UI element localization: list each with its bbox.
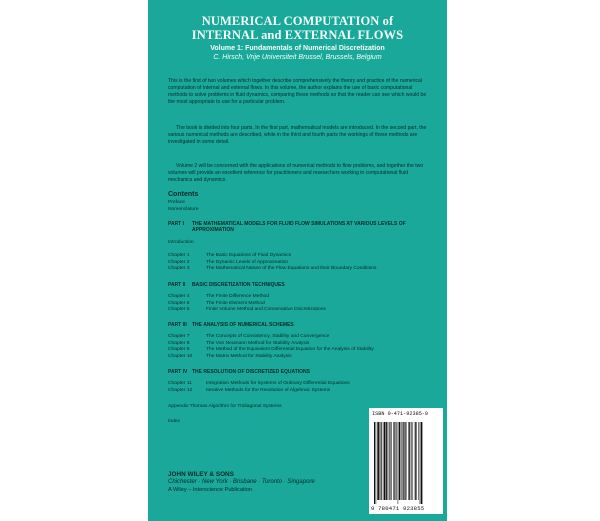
barcode-bar [374, 422, 375, 504]
barcode-bar [377, 422, 379, 500]
chapter-entry: Chapter 8 The Von Neumann Method for Stability Analysis [168, 340, 310, 346]
barcode-bar [413, 422, 414, 500]
part-4-number: PART IV [168, 369, 188, 375]
barcode-bar [391, 422, 392, 500]
book-title-line-1: NUMERICAL COMPUTATION of [201, 14, 394, 28]
barcode-bar [399, 422, 401, 500]
part-3-title: THE ANALYSIS OF NUMERICAL SCHEMES [192, 322, 294, 328]
barcode-bar [380, 422, 381, 500]
description-paragraph-1: This is the first of two volumes which together describe comprehensively the theory and practice of the numerical computation of internal and external flows. In this volume, the author explains the use of basic computational methods to solve problems in fluid dynamics, comparing these methods so that the reader can see which would be the most appropriate to use for a particular problem. [168, 78, 427, 105]
contents-heading: Contents [168, 191, 199, 198]
part-1-number: PART I [168, 221, 185, 227]
part-2-number: PART II [168, 282, 186, 288]
contents-nomenclature: Nomenclature [168, 206, 199, 212]
contents-introduction: Introduction [168, 240, 194, 245]
chapter-entry: Chapter 3 The Mathematical Nature of the Flow Equations and their Boundary Conditions [168, 266, 377, 271]
isbn-barcode-box [369, 408, 443, 514]
barcode-bar [383, 422, 384, 500]
barcode-bar [408, 422, 409, 500]
barcode-bar [415, 422, 416, 500]
barcode-bar [376, 422, 377, 504]
chapter-entry: Chapter 1 The Basic Equations of Fluid Dynamics [168, 253, 292, 258]
part-3-number: PART III [168, 322, 187, 328]
publisher-name: JOHN WILEY & SONS [168, 471, 234, 478]
contents-index: Index [168, 419, 180, 424]
chapter-entry: Chapter 5 The Finite Element Method [168, 300, 265, 306]
barcode-bar [398, 422, 399, 504]
part-4-title: THE RESOLUTION OF DISCRETIZED EQUATIONS [192, 369, 310, 375]
barcode-bar [405, 422, 406, 500]
barcode-bar [384, 422, 386, 500]
book-title-line-2: INTERNAL and EXTERNAL FLOWS [191, 28, 404, 42]
publisher-cities: Chichester · New York · Brisbane · Toronto · Singapore [168, 479, 315, 485]
chapter-entry: Chapter 10 The Matrix Method for Stability Analysis [168, 353, 292, 359]
barcode [373, 422, 439, 504]
chapter-entry: Chapter 12 Iterative Methods for the Resolution of Algebraic Systems [168, 387, 331, 393]
part-2-title: BASIC DISCRETIZATION TECHNIQUES [192, 282, 285, 288]
isbn-number: ISBN 0-471-92385-0 [372, 411, 429, 417]
book-back-cover [148, 0, 447, 521]
volume-subtitle: Volume 1: Fundamentals of Numerical Discretization [210, 45, 385, 52]
barcode-bar [381, 422, 382, 500]
barcode-bar [393, 422, 394, 500]
chapter-entry: Chapter 9 The Method of the Equivalent Differential Equation for the Analysis of Stability [168, 347, 374, 352]
chapter-entry: Chapter 4 The Finite Difference Method [168, 294, 269, 299]
part-4-heading [168, 369, 432, 375]
part-2-heading [168, 282, 432, 288]
barcode-bar [411, 422, 412, 500]
barcode-bar [386, 422, 387, 500]
barcode-bar [418, 422, 419, 500]
publisher-imprint: A Wiley – Interscience Publication [168, 487, 252, 493]
chapter-entry: Chapter 6 Finite Volume Method and Conservative Discretizations [168, 307, 326, 312]
contents-preface: Preface [168, 200, 185, 205]
barcode-bar [421, 422, 423, 504]
part-1-heading [168, 221, 432, 234]
barcode-bar [396, 422, 397, 500]
barcode-bar [394, 422, 395, 500]
author-line: C. Hirsch, Vrije Universiteit Brussel, Brussels, Belgium [213, 54, 382, 61]
ean-number: 9 780471 923855 [371, 505, 425, 512]
chapter-entry: Chapter 2 The Dynamic Levels of Approximation [168, 259, 289, 265]
part-1-title: THE MATHEMATICAL MODELS FOR FLUID FLOW SIMULATIONS AT VARIOUS LEVELS OF APPROXIMATION [192, 221, 406, 234]
chapter-entry: Chapter 11 Integration Methods for Systems of Ordinary Differential Equations [168, 381, 350, 386]
description-paragraph-3: Volume 2 will be concerned with the applications of numerical methods to flow problems, and together the two volumes will provide an excellent reference for practitioners and researchers working in computational fluid mechanics and dynamics. [168, 163, 424, 183]
barcode-bar [420, 422, 421, 504]
contents-appendix: Appendix Thomas Algorithm for Tridiagonal Systems [168, 404, 282, 409]
barcode-bar [388, 422, 389, 500]
barcode-bar [416, 422, 417, 500]
description-paragraph-2: The book is divided into four parts. In the first part, mathematical models are introduced. In the second part, the various numerical methods are described, while in the third and fourth parts the workings of these methods are investigated in some detail. [168, 125, 427, 145]
chapter-entry: Chapter 7 The Concepts of Consistency, Stability and Convergence [168, 334, 330, 339]
barcode-bar [403, 422, 404, 500]
barcode-bar [402, 422, 403, 500]
part-3-heading [168, 322, 432, 328]
barcode-bar [389, 422, 390, 500]
barcode-bar [409, 422, 410, 500]
barcode-bar [404, 422, 405, 500]
